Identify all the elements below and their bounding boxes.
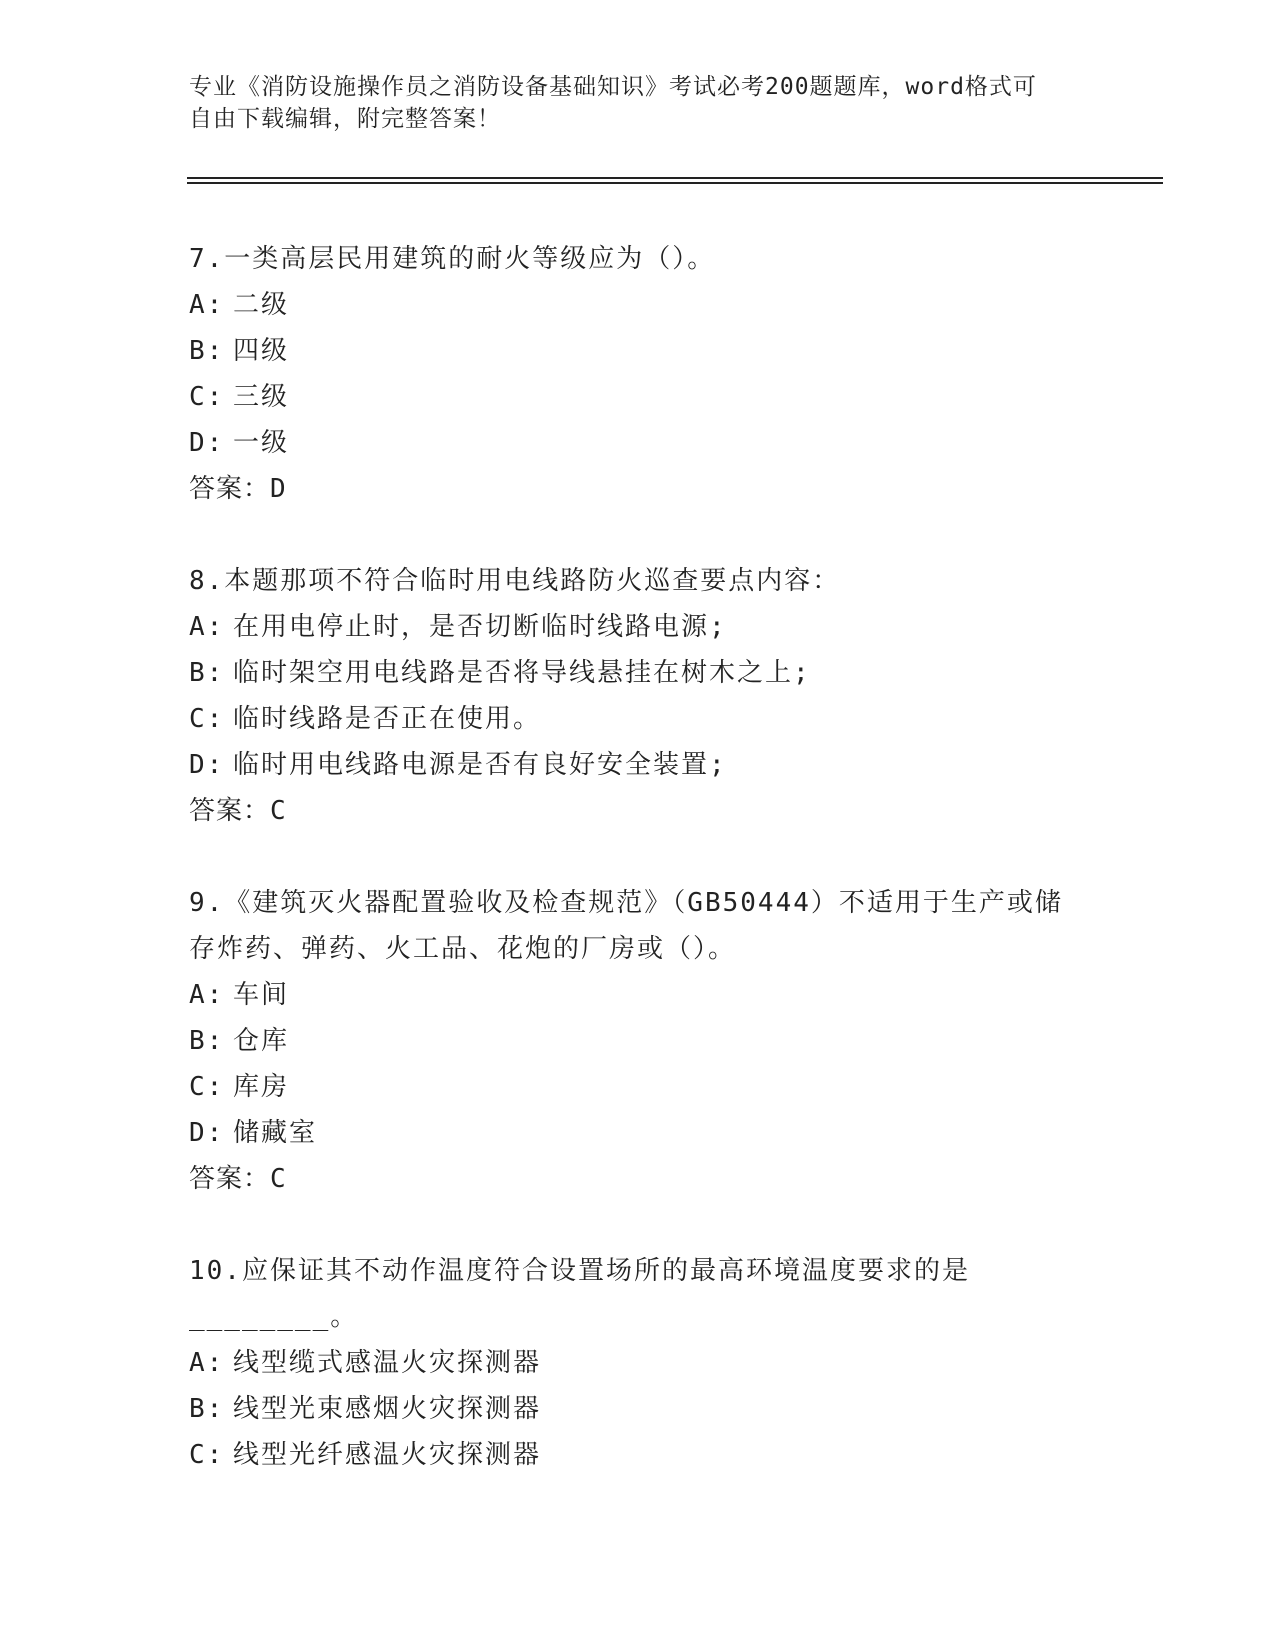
option-letter: C:: [189, 382, 225, 412]
answer-label: 答案：C: [189, 796, 287, 826]
option-text: 四级: [233, 336, 290, 366]
document-header: [189, 71, 1089, 135]
question-8: [189, 558, 1089, 834]
header-line-2: 自由下载编辑，附完整答案！: [189, 106, 501, 132]
option-d: [189, 1110, 1089, 1156]
question-stem: 9.《建筑灭火器配置验收及检查规范》（GB50444）不适用于生产或储: [189, 888, 1063, 918]
option-letter: C:: [189, 704, 225, 734]
option-d: [189, 742, 1089, 788]
header-divider-bottom: [187, 182, 1163, 184]
header-line-1: 专业《消防设施操作员之消防设备基础知识》考试必考200题题库，word格式可: [189, 74, 1037, 100]
option-text: 一级: [233, 428, 290, 458]
question-10: [189, 1248, 1089, 1478]
question-9: [189, 880, 1089, 1202]
option-b: [189, 328, 1089, 374]
option-b: [189, 1386, 1089, 1432]
option-a: [189, 282, 1089, 328]
option-text: 二级: [233, 290, 290, 320]
question-stem: 8.本题那项不符合临时用电线路防火巡查要点内容：: [189, 566, 841, 596]
option-letter: B:: [189, 336, 225, 366]
option-letter: C:: [189, 1440, 225, 1470]
option-text: 仓库: [233, 1026, 290, 1056]
option-letter: A:: [189, 980, 225, 1010]
option-c: [189, 1064, 1089, 1110]
option-text: 临时架空用电线路是否将导线悬挂在树木之上;: [233, 658, 811, 688]
option-text: 临时线路是否正在使用。: [233, 704, 542, 734]
option-letter: D:: [189, 750, 225, 780]
question-stem: 7.一类高层民用建筑的耐火等级应为（）。: [189, 244, 716, 274]
answer-label: 答案：C: [189, 1164, 287, 1194]
option-letter: B:: [189, 658, 225, 688]
option-b: [189, 1018, 1089, 1064]
option-letter: D:: [189, 428, 225, 458]
option-letter: B:: [189, 1026, 225, 1056]
option-text: 车间: [233, 980, 290, 1010]
option-c: [189, 696, 1089, 742]
option-d: [189, 420, 1089, 466]
option-letter: A:: [189, 612, 225, 642]
question-list: [189, 236, 1089, 1524]
option-text: 三级: [233, 382, 290, 412]
question-stem: 10.应保证其不动作温度符合设置场所的最高环境温度要求的是: [189, 1256, 970, 1286]
answer-label: 答案：D: [189, 474, 287, 504]
option-a: [189, 1340, 1089, 1386]
option-text: 临时用电线路电源是否有良好安全装置;: [233, 750, 727, 780]
option-a: [189, 972, 1089, 1018]
option-text: 线型光束感烟火灾探测器: [233, 1394, 542, 1424]
question-7: [189, 236, 1089, 512]
option-text: 库房: [233, 1072, 290, 1102]
option-text: 在用电停止时，是否切断临时线路电源;: [233, 612, 727, 642]
option-c: [189, 374, 1089, 420]
option-text: 线型光纤感温火灾探测器: [233, 1440, 542, 1470]
option-b: [189, 650, 1089, 696]
option-letter: A:: [189, 290, 225, 320]
header-divider-top: [187, 177, 1163, 179]
question-stem-continued: ________。: [189, 1302, 359, 1332]
option-letter: C:: [189, 1072, 225, 1102]
option-text: 线型缆式感温火灾探测器: [233, 1348, 542, 1378]
option-text: 储藏室: [233, 1118, 318, 1148]
option-letter: D:: [189, 1118, 225, 1148]
question-stem-continued: 存炸药、弹药、火工品、花炮的厂房或（）。: [189, 934, 737, 964]
option-letter: A:: [189, 1348, 225, 1378]
option-letter: B:: [189, 1394, 225, 1424]
option-a: [189, 604, 1089, 650]
option-c: [189, 1432, 1089, 1478]
